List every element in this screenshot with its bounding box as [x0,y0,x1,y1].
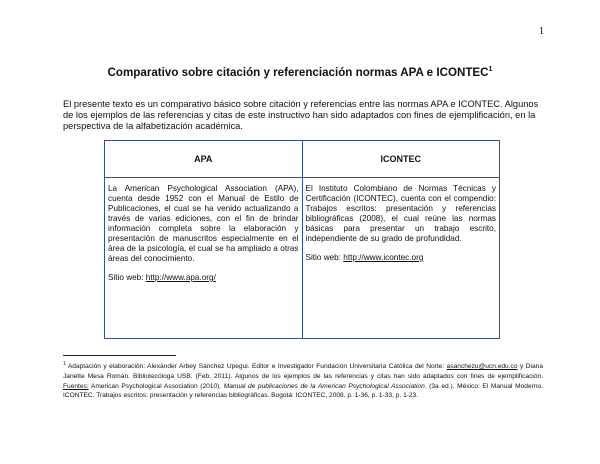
footnote-email-link[interactable]: asanchezu@ucn.edu.co [446,363,518,371]
apa-web-label: Sitio web: [108,273,144,282]
icontec-description: El Instituto Colombiano de Normas Técnicas y Certificación (ICONTEC), cuenta con el compendio: Trabajos escritos: presentación y referencias bibliográficas (2008), el cual reúne las normas básicas para presentar un trabajo escrito, independiente de su grado de profundidad. [305,184,496,243]
icontec-website [306,253,497,263]
header-icontec: ICONTEC [302,141,500,178]
footnote-part3: American Psychological Association (2010). [90,382,222,390]
page-number: 1 [539,26,544,37]
footnote-separator [63,355,176,356]
footnote-sources-label: Fuentes: [63,382,89,390]
icontec-cell [302,178,500,339]
apa-description: La American Psychological Association (APA), cuenta desde 1952 con el Manual de Estilo de Publicaciones, el cual se ha venido actualizando a través de varias ediciones, con el fin de brindar información completa sobre la elaboración y presentación de manuscritos especialmente en el área de la psicología, el cual se ha ampliado a otras áreas del conocimiento. [108,184,299,263]
footnote-part2: y Diana Janette Mesa Román. Bibliotecóloga USB. (Feb. 2011). Algunos de los ejemplos de las referencias y citas han sido adaptados con fines de ejemplificación. [63,363,544,380]
footnote-manual-title: Manual de publicaciones de la American Psychological Association [223,382,425,390]
table-body-row [105,178,500,339]
footnote [63,360,543,401]
title-footnote-mark: 1 [488,66,493,74]
table-header-row [105,141,500,178]
apa-website [108,273,299,283]
icontec-web-label: Sitio web: [305,253,341,262]
intro-paragraph: El presente texto es un comparativo básico sobre citación y referencias entre las normas APA e ICONTEC. Algunos de los ejemplos de las referencias y citas de este instructivo han sido adaptados con fines de ejemplificación, en la perspectiva de la alfabetización académica. [63,99,539,131]
document-title [0,66,600,79]
footnote-part1: Adaptación y elaboración: Alexánder Arbey Sánchez Upegui. Editor e Investigador Fundación Universitaria Católica del Norte: [67,363,445,371]
comparison-table [104,140,500,339]
apa-cell [105,178,303,339]
header-apa: APA [105,141,303,178]
footnote-mark: 1 [63,361,66,367]
footnote-part4: . (3a ed.). México: El Manual Moderno. ICONTEC. Trabajos escritos: presentación y referencias bibliográficas. Bogotá: ICONTEC, 2008. p. 1-36, p. 1-33, p. 1-23. [63,382,543,400]
apa-web-link[interactable]: http://www.apa.org/ [145,273,216,282]
title-text: Comparativo sobre citación y referenciación normas APA e ICONTEC [107,66,489,79]
icontec-web-link[interactable]: http://www.icontec.org [343,253,424,262]
